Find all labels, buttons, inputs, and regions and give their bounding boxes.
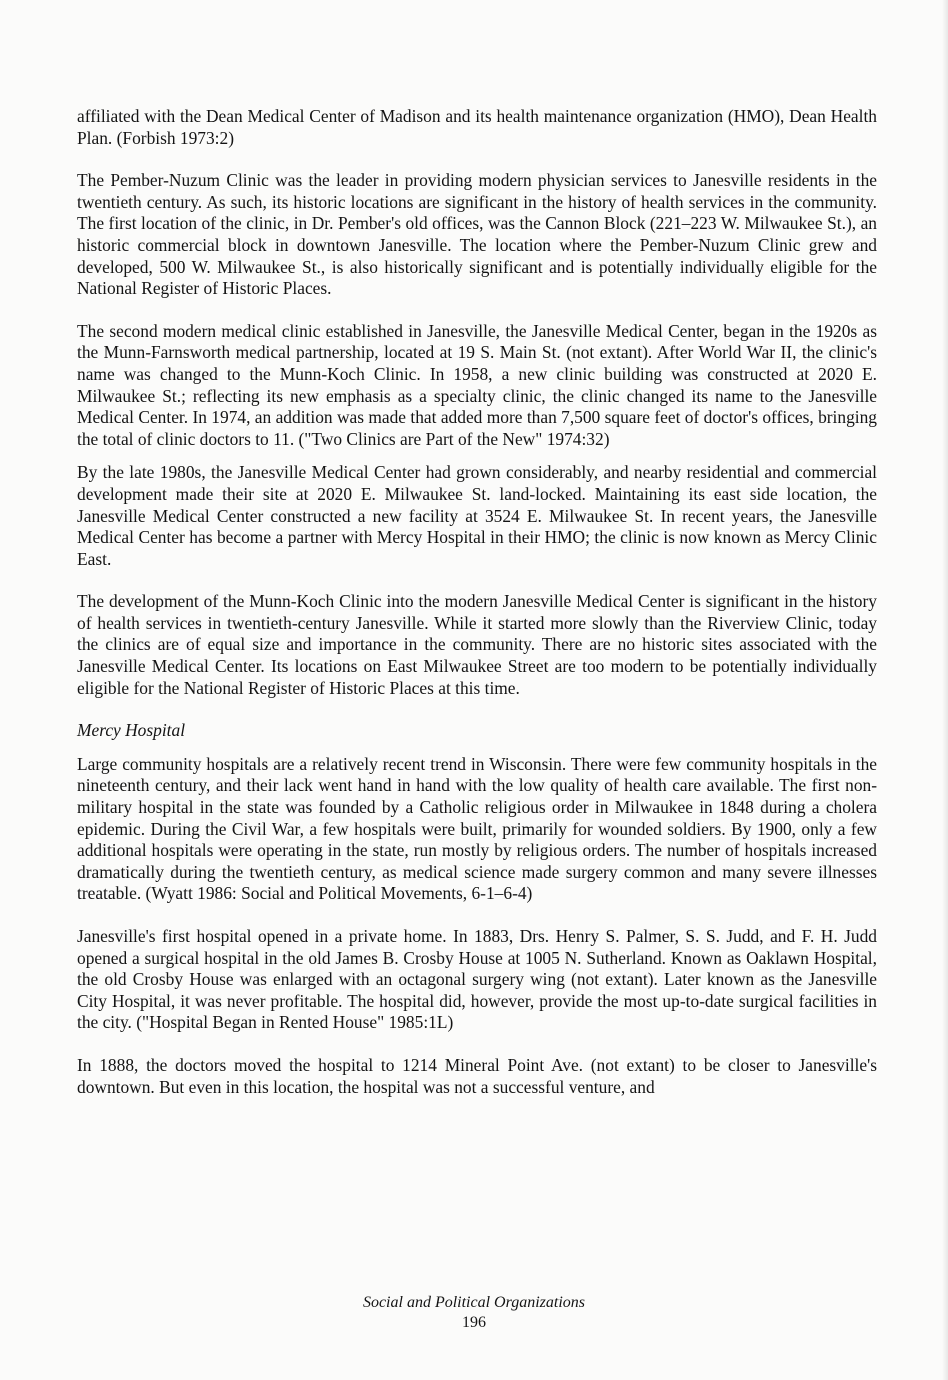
page-footer <box>0 1292 948 1333</box>
section-heading-mercy-hospital: Mercy Hospital <box>77 720 186 741</box>
paragraph-first-hospital: Janesville's first hospital opened in a private home. In 1883, Drs. Henry S. Palmer, S. S. Judd, and F. H. Judd opened a surgical hospital in the old James B. Crosby House at 1005 N. Sutherland. Known as Oaklawn Hospital, the old Crosby House was enlarged with an octagonal surgery wing (not extant). Later known as the Janesville City Hospital, it was never profitable. The hospital did, however, provide the most up-to-date surgical facilities in the city. ("Hospital Began in Rented House" 1985:1L) <box>77 926 877 1033</box>
paragraph-pember-nuzum: The Pember-Nuzum Clinic was the leader in providing modern physician services to Janesville residents in the twentieth century. As such, its historic locations are significant in the history of health services in the community. The first location of the clinic, in Dr. Pember's old offices, was the Cannon Block (221–223 W. Milwaukee St.), an historic commercial block in downtown Janesville. The location where the Pember-Nuzum Clinic grew and developed, 500 W. Milwaukee St., is also historically significant and is potentially individually eligible for the National Register of Historic Places. <box>77 170 877 299</box>
paragraph-munn-koch-development: The development of the Munn-Koch Clinic into the modern Janesville Medical Center is significant in the history of health services in twentieth-century Janesville. While it started more slowly than the Riverview Clinic, today the clinics are of equal size and importance in the community. There are no historic sites associated with the Janesville Medical Center. Its locations on East Milwaukee Street are too modern to be potentially individually eligible for the National Register of Historic Places at this time. <box>77 591 877 698</box>
paragraph-janesville-medical-center: The second modern medical clinic established in Janesville, the Janesville Medical Center, began in the 1920s as the Munn-Farnsworth medical partnership, located at 19 S. Main St. (not extant). After World War II, the clinic's name was changed to the Munn-Koch Clinic. In 1958, a new clinic building was constructed at 2020 E. Milwaukee St.; reflecting its new emphasis as a specialty clinic, the clinic changed its name to the Janesville Medical Center. In 1974, an addition was made that added more than 7,500 square feet of doctor's offices, bringing the total of clinic doctors to 11. ("Two Clinics are Part of the New" 1974:32) <box>77 320 877 449</box>
paragraph-late-1980s: By the late 1980s, the Janesville Medical Center had grown considerably, and nearby residential and commercial development made their site at 2020 E. Milwaukee St. land-locked. Maintaining its east side location, the Janesville Medical Center constructed a new facility at 3524 E. Milwaukee St. In recent years, the Janesville Medical Center has become a partner with Mercy Hospital in their HMO; the clinic is now known as Mercy Clinic East. <box>77 462 877 569</box>
footer-section-title: Social and Political Organizations <box>362 1294 586 1311</box>
page-edge-shadow <box>942 0 948 1380</box>
page-number: 196 <box>462 1314 486 1331</box>
paragraph-dean-affiliation: affiliated with the Dean Medical Center of Madison and its health maintenance organization (HMO), Dean Health Plan. (Forbish 1973:2) <box>77 106 877 148</box>
paragraph-community-hospitals: Large community hospitals are a relatively recent trend in Wisconsin. There were few community hospitals in the nineteenth century, and their lack went hand in hand with the low quality of health care available. The first non-military hospital in the state was founded by a Catholic religious order in Milwaukee in 1848 during a cholera epidemic. During the Civil War, a few hospitals were built, primarily for wounded soldiers. By 1900, only a few additional hospitals were operating in the state, run mostly by religious orders. The number of hospitals increased dramatically during the twentieth century, as medical science made surgery common and many severe illnesses treatable. (Wyatt 1986: Social and Political Movements, 6-1–6-4) <box>77 753 877 904</box>
body-text <box>77 106 877 1119</box>
paragraph-1888-move: In 1888, the doctors moved the hospital to 1214 Mineral Point Ave. (not extant) to be closer to Janesville's downtown. But even in this location, the hospital was not a successful venture, and <box>77 1054 877 1097</box>
